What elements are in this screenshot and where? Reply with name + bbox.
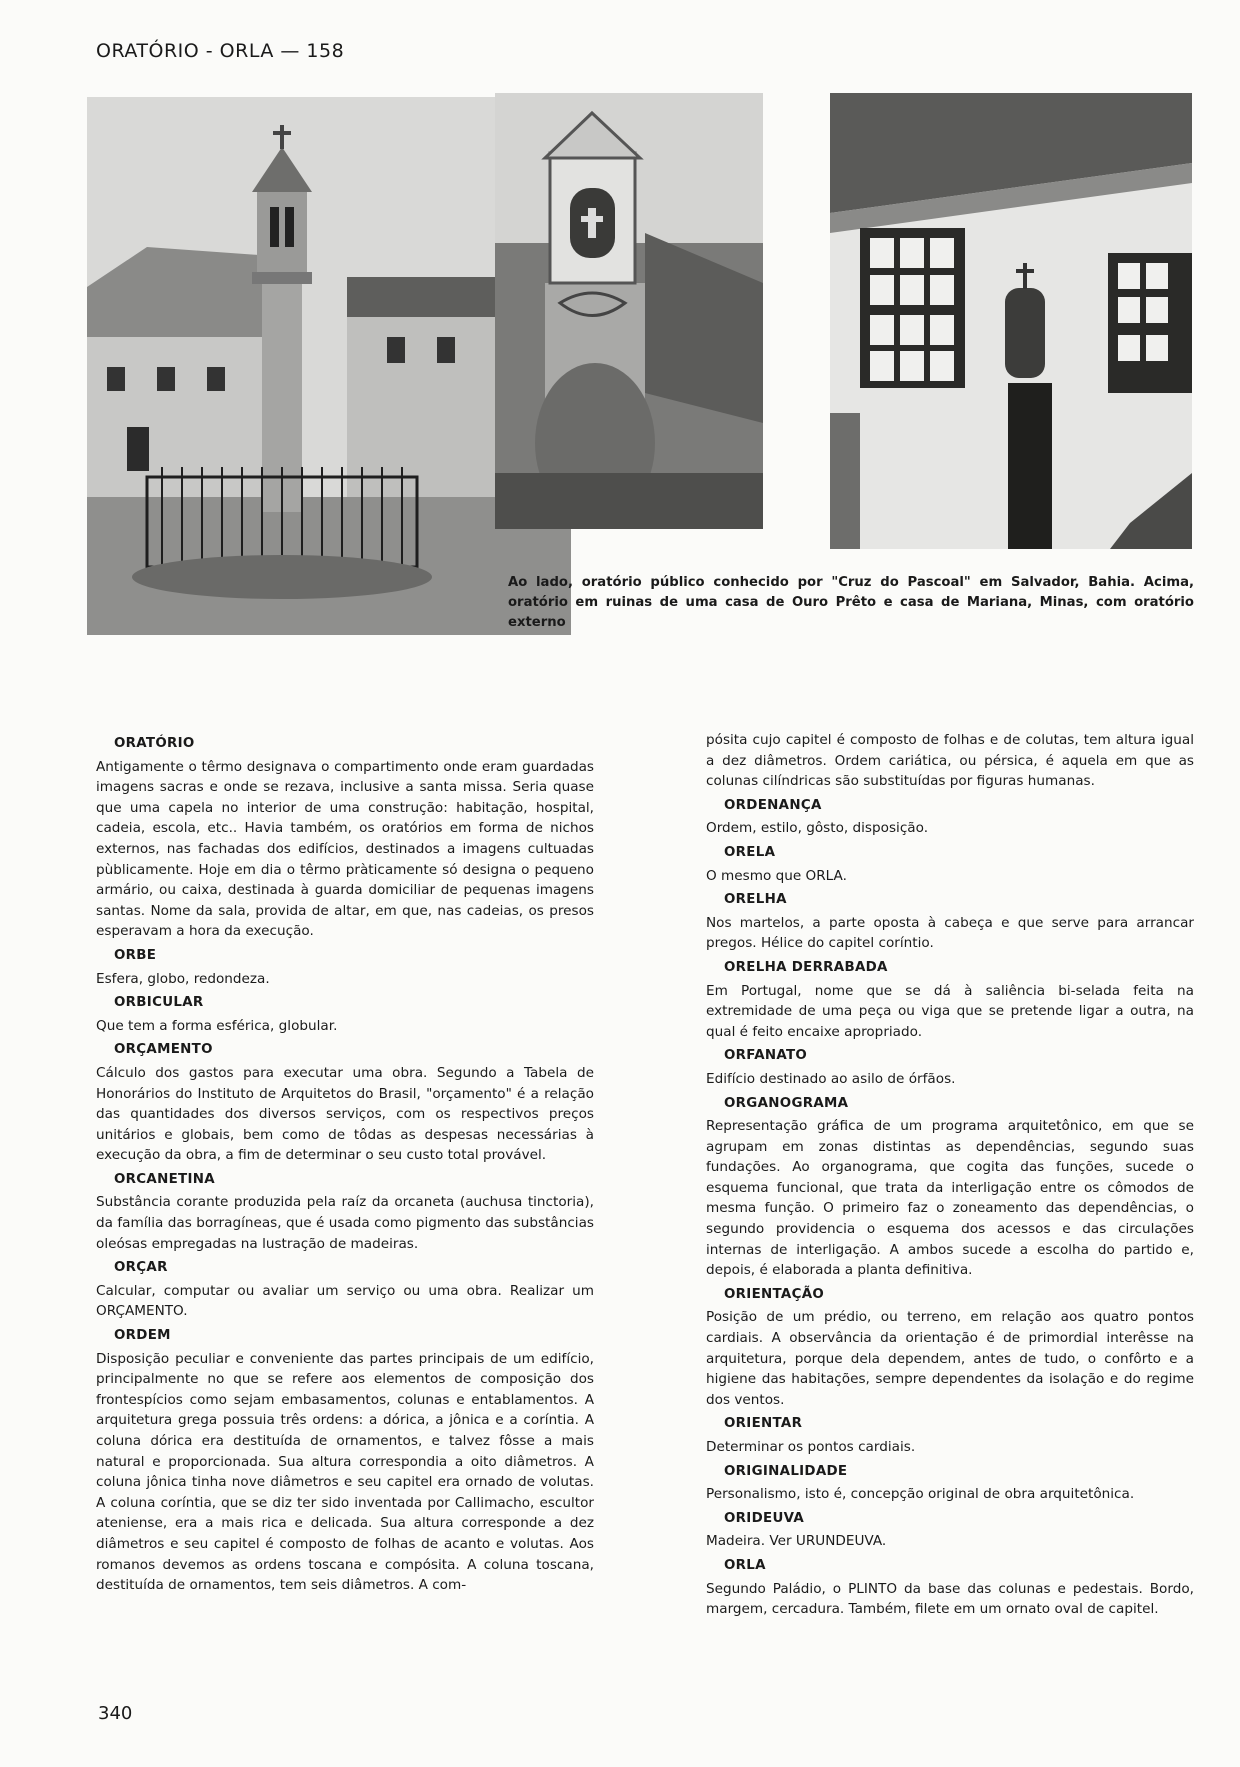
entry-definition: Substância corante produzida pela raíz da orcaneta (auchusa tinctoria), da família das borragíneas, que é usada como pigmento das substâncias oleósas empregadas na lustração de madeiras. bbox=[96, 1194, 594, 1252]
entry-definition: O mesmo que ORLA. bbox=[706, 867, 847, 884]
entry-definition: pósita cujo capitel é composto de folhas e de colutas, tem altura igual a dez diâmetros. Ordem cariática, ou pérsica, é aquela em que as colunas cilíndricas são substituídas por figuras humanas. bbox=[706, 732, 1194, 790]
entry-term: ORGANOGRAMA bbox=[724, 1095, 849, 1111]
oratorio-ruinas-photo bbox=[495, 93, 763, 529]
entry-term: ORATÓRIO bbox=[114, 736, 195, 751]
entry-definition: Edifício destinado ao asilo de órfãos. bbox=[706, 1070, 956, 1087]
entry-orcanetina bbox=[96, 1170, 594, 1254]
entry-term: ORIENTAÇÃO bbox=[724, 1286, 825, 1302]
oratorio-ruinas-illustration bbox=[495, 93, 763, 529]
entry-orientacao bbox=[706, 1285, 1194, 1411]
page-number: 340 bbox=[98, 1703, 133, 1724]
entry-orcar bbox=[96, 1258, 594, 1322]
entry-definition: Determinar os pontos cardiais. bbox=[706, 1439, 916, 1455]
entry-definition: Personalismo, isto é, concepção original de obra arquitetônica. bbox=[706, 1486, 1135, 1503]
entry-term: ORÇAMENTO bbox=[114, 1042, 213, 1058]
entry-orbicular bbox=[96, 993, 594, 1036]
left-column bbox=[96, 734, 594, 1600]
entry-orelha bbox=[706, 890, 1194, 954]
entry-definition: Esfera, globo, redondeza. bbox=[96, 970, 270, 987]
entry-orela bbox=[706, 843, 1194, 886]
entry-orbe bbox=[96, 946, 594, 989]
entry-definition: Calcular, computar ou avaliar um serviço ou uma obra. Realizar um ORÇAMENTO. bbox=[96, 1282, 594, 1320]
entry-term: ORDENANÇA bbox=[724, 797, 822, 813]
entry-originalidade bbox=[706, 1462, 1194, 1505]
entry-term: ORELHA DERRABADA bbox=[724, 959, 888, 975]
entry-orla bbox=[706, 1556, 1194, 1620]
entry-ordenanca bbox=[706, 796, 1194, 839]
entry-orideuva bbox=[706, 1509, 1194, 1552]
entry-orientar bbox=[706, 1414, 1194, 1457]
entry-term: ORELHA bbox=[724, 892, 787, 908]
casa-mariana-illustration bbox=[830, 93, 1192, 549]
entry-term: ORELA bbox=[724, 844, 776, 860]
entry-definition: Em Portugal, nome que se dá à saliência bi-selada feita na extremidade de uma peça ou viga que se pretende ligar a outra, na qual é feito encaixe apropriado. bbox=[706, 982, 1194, 1040]
entry-definition: Cálculo dos gastos para executar uma obra. Segundo a Tabela de Honorários do Instituto de Arquitetos do Brasil, "orçamento" é a relação das quantidades dos diversos serviços, com os respectivos preços unitários e globais, bem como de tôdas as despesas necessárias à execução da obra, a fim de determinar o seu custo total provável. bbox=[96, 1064, 594, 1164]
entry-term: ORBE bbox=[114, 947, 157, 963]
entry-ordem bbox=[96, 1326, 594, 1596]
entry-term: ORLA bbox=[724, 1557, 766, 1573]
right-column bbox=[706, 730, 1194, 1624]
entry-organograma bbox=[706, 1094, 1194, 1281]
entry-definition: Madeira. Ver URUNDEUVA. bbox=[706, 1533, 887, 1550]
entry-term: ORCANETINA bbox=[114, 1171, 215, 1187]
running-header: ORATÓRIO - ORLA — 158 bbox=[96, 40, 345, 62]
photo-caption: Ao lado, oratório público conhecido por "Cruz do Pascoal" em Salvador, Bahia. Acima, oratório em ruinas de uma casa de Ouro Prêto e casa de Mariana, Minas, com oratório externo bbox=[508, 575, 1194, 630]
entry-definition: Representação gráfica de um programa arquitetônico, em que se agrupam em zonas distintas as dependências, segundo suas fundações. Ao organograma, que cogita das funções, sucede o esquema funcional, que trata da interligação entre os cômodos de mesma função. O primeiro faz o zoneamento das dependências, o segundo providencia o esquema dos acessos e das circulações internas de interligação. A ambos sucede a escolha do partido e, depois, é elaborada a planta definitiva. bbox=[706, 1118, 1194, 1279]
entry-orfanato bbox=[706, 1046, 1194, 1089]
entry-term: ORBICULAR bbox=[114, 995, 204, 1011]
entry-term: ORFANATO bbox=[724, 1048, 808, 1064]
entry-term: ORÇAR bbox=[114, 1260, 168, 1276]
entry-continuation bbox=[706, 730, 1194, 792]
entry-oratorio bbox=[96, 734, 594, 942]
entry-term: ORIENTAR bbox=[724, 1416, 803, 1432]
entry-term: ORIGINALIDADE bbox=[724, 1463, 848, 1479]
entry-orelha-derrabada bbox=[706, 958, 1194, 1042]
entry-term: ORDEM bbox=[114, 1328, 171, 1344]
entry-definition: Que tem a forma esférica, globular. bbox=[96, 1017, 338, 1034]
entry-definition: Segundo Paládio, o PLINTO da base das colunas e pedestais. Bordo, margem, cercadura. Também, filete em um ornato oval de capitel. bbox=[706, 1580, 1194, 1618]
entry-term: ORIDEUVA bbox=[724, 1510, 805, 1526]
entry-definition: Ordem, estilo, gôsto, disposição. bbox=[706, 820, 929, 837]
entry-definition: Posição de um prédio, ou terreno, em relação aos quatro pontos cardiais. A observância da orientação é de primordial interêsse na arquitetura, porque dela dependem, antes de tudo, o confôrto e a higiene das habitações, sempre dependentes da isolação e do regime dos ventos. bbox=[706, 1309, 1194, 1408]
entry-definition: Nos martelos, a parte oposta à cabeça e que serve para arrancar pregos. Hélice do capitel coríntio. bbox=[706, 914, 1194, 952]
entry-definition: Disposição peculiar e conveniente das partes principais de um edifício, principalmente no que se refere aos elementos de composição dos frontespícios como sejam embasamentos, colunas e entablamentos. A arquitetura grega possuia três ordens: a dórica, a jônica e a coríntia. A coluna dórica era destituída de ornamentos, e talvez fôsse a mais natural e proporcionada. Sua altura correspondia a oito diâmetros. A coluna jônica tinha nove diâmetros e seu capitel era ornado de volutas. A coluna coríntia, que se diz ter sido inventada por Callimacho, escultor ateniense, era a mais rica e delicada. Sua altura corresponde a dez diâmetros e seu capitel é composto de folhas de acanto e volutas. Aos romanos devemos as ordens toscana e compósita. A coluna toscana, destituída de ornamentos, tem seis diâmetros. A com- bbox=[96, 1350, 594, 1594]
entry-orcamento bbox=[96, 1040, 594, 1166]
entry-definition: Antigamente o têrmo designava o compartimento onde eram guardadas imagens sacras e onde se rezava, inclusive a santa missa. Seria quase que uma capela no interior de uma construção: habitação, hospital, cadeia, escola, etc.. Havia também, os oratórios em forma de nichos externos, nas fachadas dos edifícios, destinados a imagens cultuadas pùblicamente. Hoje em dia o têrmo pràticamente só designa o pequeno armário, ou caixa, destinada à guarda domiciliar de pequenas imagens santas. Nome da sala, provida de altar, em que, nas cadeias, os presos esperavam a hora da execução. bbox=[96, 758, 594, 940]
casa-mariana-photo bbox=[830, 93, 1192, 549]
